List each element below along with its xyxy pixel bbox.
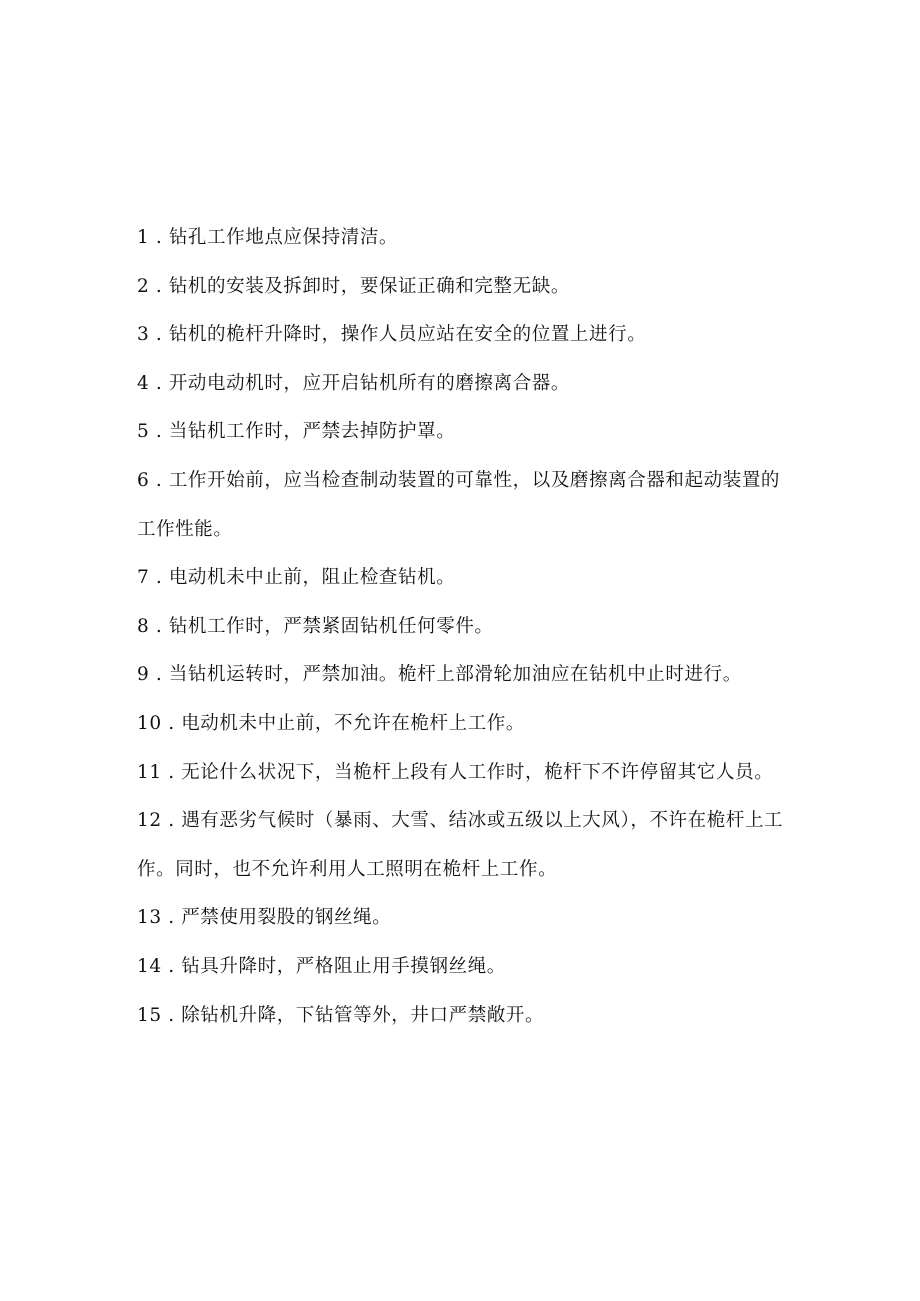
rule-text: 当钻机运转时，严禁加油。桅杆上部滑轮加油应在钻机中止时进行。 [168,664,742,686]
rule-item: 15 . 除钻机升降，下钻管等外，井口严禁敞开。 [137,1004,545,1026]
rule-number: 10 [137,712,162,734]
rule-number: 1 [137,227,150,248]
rule-text: 除钻机升降，下钻管等外，井口严禁敞开。 [181,1004,545,1026]
rule-item: 4 . 开动电动机时，应开启钻机所有的磨擦离合器。 [137,372,570,394]
rule-item: 7 . 电动机未中止前，阻止检查钻机。 [137,567,456,589]
rule-number: 7 [137,567,150,589]
rule-item: 8 . 钻机工作时，严禁紧固钻机任何零件。 [137,615,494,637]
rule-text: 钻孔工作地点应保持清洁。 [168,227,399,248]
rule-text: 严禁使用裂股的钢丝绳。 [181,907,392,929]
rule-number: 12 [137,810,162,832]
rule-number: 4 [137,372,150,394]
rule-item: 9 . 当钻机运转时，严禁加油。桅杆上部滑轮加油应在钻机中止时进行。 [137,664,742,686]
rule-text: 当钻机工作时，严禁去掉防护罩。 [168,421,456,443]
rule-number: 5 [137,421,150,443]
rule-number: 9 [137,664,150,686]
rule-text: 开动电动机时，应开启钻机所有的磨擦离合器。 [168,372,570,394]
rule-item: 1 . 钻孔工作地点应保持清洁。 [137,227,399,248]
rule-number: 3 [137,324,150,346]
rule-number: 14 [137,955,162,977]
rule-text: 无论什么状况下，当桅杆上段有人工作时，桅杆下不许停留其它人员。 [181,761,774,783]
rule-item: 14 . 钻具升降时，严格阻止用手摸钢丝绳。 [137,955,506,977]
rule-text: 遇有恶劣气候时（暴雨、大雪、结冰或五级以上大风），不许在桅杆上工作。同时，也不允许利用人工照明在桅杆上工作。 [137,810,784,880]
rule-text: 工作开始前，应当检查制动装置的可靠性，以及磨擦离合器和起动装置的工作性能。 [137,469,781,540]
rule-item: 2 . 钻机的安装及拆卸时，要保证正确和完整无缺。 [137,275,570,297]
rule-text: 钻机工作时，严禁紧固钻机任何零件。 [168,615,494,637]
rule-text: 钻机的安装及拆卸时，要保证正确和完整无缺。 [168,275,570,297]
rule-number: 13 [137,907,162,929]
rule-item: 5 . 当钻机工作时，严禁去掉防护罩。 [137,421,456,443]
rule-item: 11 . 无论什么状况下，当桅杆上段有人工作时，桅杆下不许停留其它人员。 [137,761,774,783]
rule-text: 电动机未中止前，阻止检查钻机。 [168,567,456,589]
rule-number: 11 [137,761,162,783]
rule-number: 8 [137,615,150,637]
rule-item: 6 . 工作开始前，应当检查制动装置的可靠性，以及磨擦离合器和起动装置的工作性能。 [137,469,781,540]
rule-number: 2 [137,275,150,297]
rule-item: 12 . 遇有恶劣气候时（暴雨、大雪、结冰或五级以上大风），不许在桅杆上工作。同时，也不允许利用人工照明在桅杆上工作。 [137,810,784,880]
rule-text: 钻机的桅杆升降时，操作人员应站在安全的位置上进行。 [168,324,647,346]
rule-text: 电动机未中止前，不允许在桅杆上工作。 [181,712,526,734]
rule-number: 6 [137,469,150,491]
rule-item: 13 . 严禁使用裂股的钢丝绳。 [137,907,392,929]
rule-item: 3 . 钻机的桅杆升降时，操作人员应站在安全的位置上进行。 [137,324,647,346]
rule-number: 15 [137,1004,162,1026]
rule-text: 钻具升降时，严格阻止用手摸钢丝绳。 [181,955,506,977]
rule-item: 10 . 电动机未中止前，不允许在桅杆上工作。 [137,712,526,734]
rules-list [137,214,797,1040]
